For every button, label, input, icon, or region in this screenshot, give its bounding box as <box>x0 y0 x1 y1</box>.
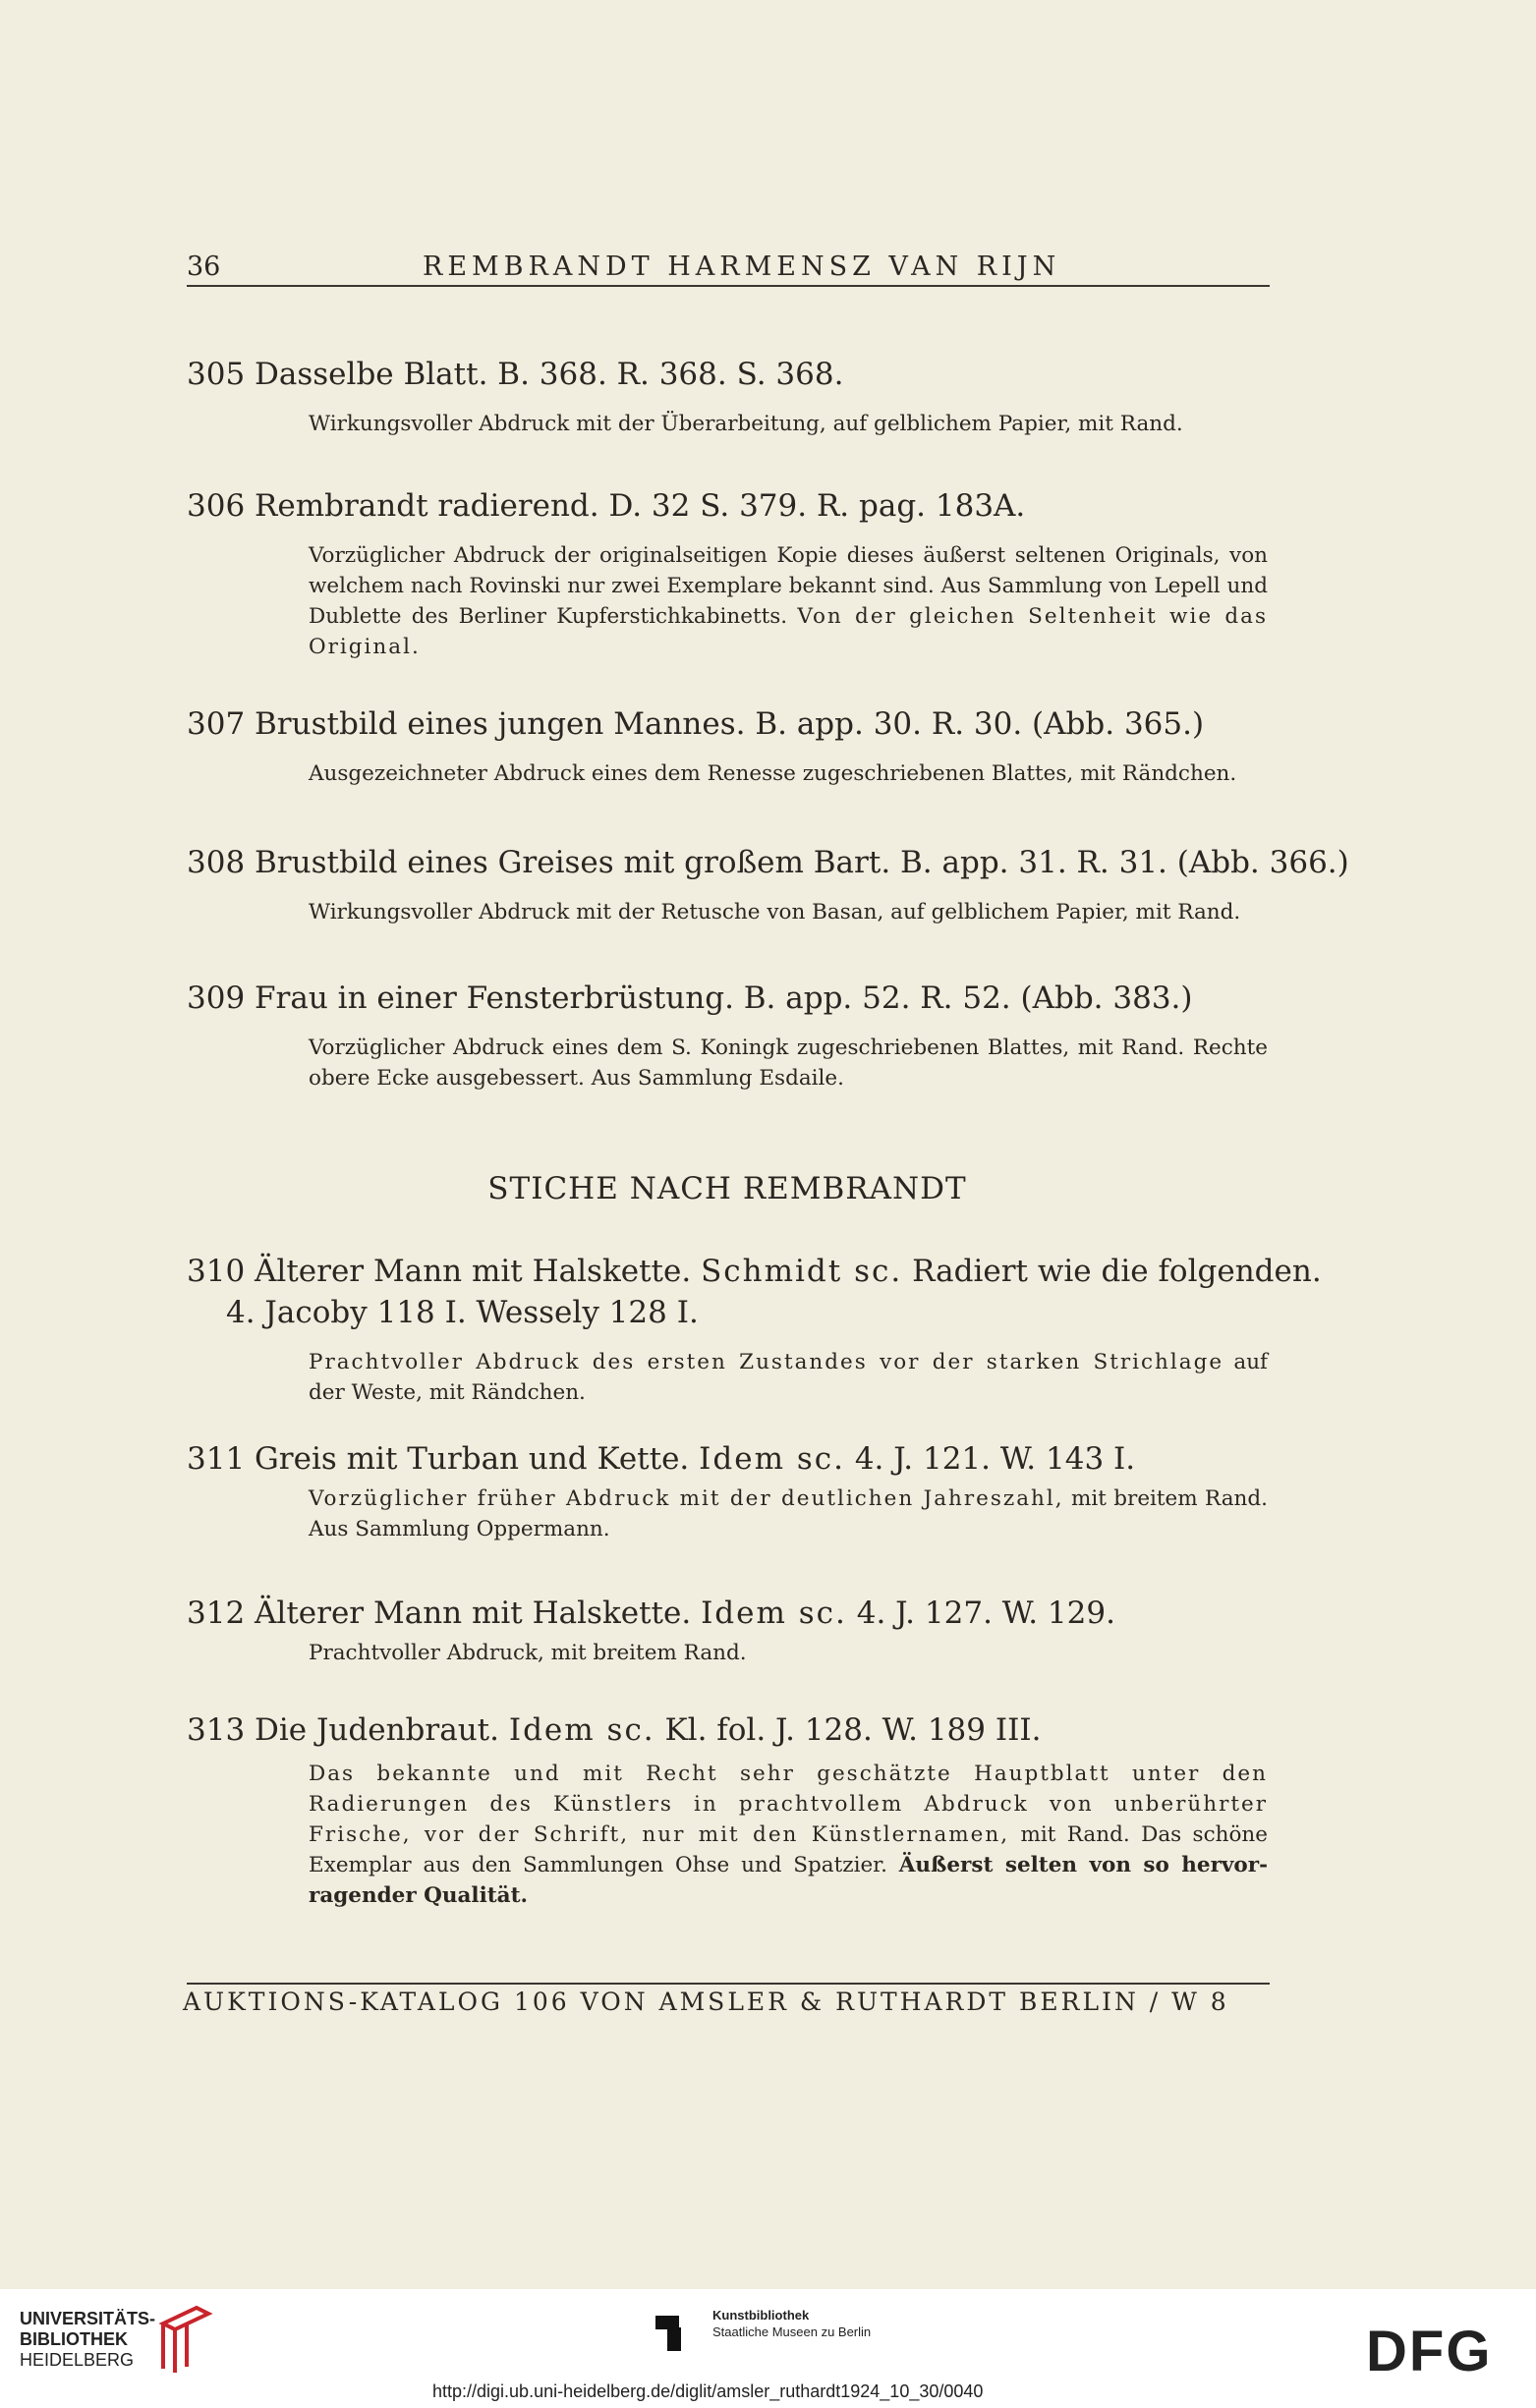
catalog-entry-310: 310 Älterer Mann mit Halskette. Schmidt sc. Radiert wie die folgenden. 4. Jacoby 118 I. Wessely 128 I. Prachtvoller Abdruck des ersten Zustandes vor der starken Strichlage auf der Weste, mit Rändchen. <box>187 1251 1268 1408</box>
footer-rule <box>187 1983 1270 1985</box>
entry-number: 308 <box>187 845 246 880</box>
entry-title: Brustbild eines jungen Mannes. B. app. 30. R. 30. (Abb. 365.) <box>255 706 1205 742</box>
entry-description: Vorzüglicher früher Abdruck mit der deutlichen Jahreszahl, mit breitem Rand. Aus Sammlung Oppermann. <box>309 1486 1268 1541</box>
entry-title: Rembrandt radierend. D. 32 S. 379. R. pag. 183A. <box>255 488 1026 524</box>
section-heading: STICHE NACH REMBRANDT <box>487 1171 967 1206</box>
ub-heidelberg-logo-icon <box>157 2304 214 2375</box>
entry-number: 313 <box>187 1712 246 1748</box>
kunstbibliothek-logo-icon <box>654 2306 703 2355</box>
catalog-entry-311: 311 Greis mit Turban und Kette. Idem sc. 4. J. 121. W. 143 I. Vorzüglicher früher Abdruck mit der deutlichen Jahreszahl, mit breitem Rand. Aus Sammlung Oppermann. <box>187 1438 1268 1544</box>
entry-description: Prachtvoller Abdruck, mit breitem Rand. <box>309 1641 747 1665</box>
ub-heidelberg-label: UNIVERSITÄTS- BIBLIOTHEK HEIDELBERG <box>20 2309 156 2370</box>
entry-number: 307 <box>187 706 246 742</box>
entry-title: Dasselbe Blatt. B. 368. R. 368. S. 368. <box>255 357 844 392</box>
kunstbibliothek-label: Kunstbibliothek Staatliche Museen zu Berlin <box>712 2308 872 2339</box>
entry-number: 305 <box>187 357 246 392</box>
catalog-entry-306 <box>187 485 1268 662</box>
catalog-entry-313: 313 Die Judenbraut. Idem sc. Kl. fol. J. 128. W. 189 III. Das bekannte und mit Recht sehr geschätzte Hauptblatt unter den Radierungen des Künstlers in prachtvollem Abdruck von unberührter Frische, vor der Schrift, nur mit den Künstlernamen, mit Rand. Das schöne Exemplar aus den Sammlungen Ohse und Spatzier. Äußerst selten von so hervorragender Qualität. <box>187 1709 1268 1911</box>
entry-description: Ausgezeichneter Abdruck eines dem Renesse zugeschriebenen Blattes, mit Rändchen. <box>309 761 1237 786</box>
entry-number: 311 <box>187 1441 246 1477</box>
catalog-entry-308 <box>187 842 1349 927</box>
entry-number: 306 <box>187 488 246 524</box>
entry-description: Vorzüglicher Abdruck eines dem S. Koningk zugeschriebenen Blattes, mit Rand. Rechte obere Ecke ausgebessert. Aus Sammlung Esdaile. <box>309 1036 1268 1091</box>
catalog-entry-307 <box>187 703 1268 789</box>
entry-number: 312 <box>187 1596 246 1631</box>
entry-description: Vorzüglicher Abdruck der originalseitigen Kopie dieses äußerst seltenen Originals, von welchem nach Rovinski nur zwei Exemplare bekannt sind. Aus Sammlung von Lepell und Dublette des Berliner Kupferstichkabinetts. Von der gleichen Seltenheit wie das Original. <box>309 543 1268 659</box>
entry-number: 309 <box>187 980 246 1016</box>
entry-title: Frau in einer Fensterbrüstung. B. app. 52. R. 52. (Abb. 383.) <box>255 980 1193 1016</box>
page-footer: AUKTIONS-KATALOG 106 VON AMSLER & RUTHARDT BERLIN / W 8 <box>183 1988 1229 2016</box>
catalog-entry-309 <box>187 978 1268 1093</box>
dfg-logo: DFG <box>1366 2320 1493 2383</box>
header-rule <box>187 285 1270 287</box>
permalink-url[interactable]: http://digi.ub.uni-heidelberg.de/diglit/amsler_ruthardt1924_10_30/0040 <box>432 2381 984 2401</box>
entry-title-line2: 4. Jacoby 118 I. Wessely 128 I. <box>226 1295 699 1330</box>
page-number: 36 <box>187 252 221 282</box>
entry-description: Das bekannte und mit Recht sehr geschätzte Hauptblatt unter den Radierungen des Künstlers in prachtvollem Abdruck von unberührter Frische, vor der Schrift, nur mit den Künstlernamen, mit Rand. Das schöne Exemplar aus den Sammlungen Ohse und Spatzier. Äußerst selten von so hervorragender Qualität. <box>309 1762 1268 1908</box>
entry-description: Prachtvoller Abdruck des ersten Zustandes vor der starken Strichlage auf der Weste, mit Rändchen. <box>309 1350 1269 1405</box>
running-title: REMBRANDT HARMENSZ VAN RIJN <box>423 252 1061 282</box>
catalog-entry-312: 312 Älterer Mann mit Halskette. Idem sc. 4. J. 127. W. 129. Prachtvoller Abdruck, mit breitem Rand. <box>187 1593 1268 1668</box>
entry-number: 310 <box>187 1254 246 1289</box>
entry-description: Wirkungsvoller Abdruck mit der Überarbeitung, auf gelblichem Papier, mit Rand. <box>309 412 1183 436</box>
catalog-entry-305 <box>187 354 1268 439</box>
entry-title: Brustbild eines Greises mit großem Bart. B. app. 31. R. 31. (Abb. 366.) <box>255 845 1349 880</box>
entry-description: Wirkungsvoller Abdruck mit der Retusche von Basan, auf gelblichem Papier, mit Rand. <box>309 900 1241 924</box>
page-header <box>187 248 1268 287</box>
